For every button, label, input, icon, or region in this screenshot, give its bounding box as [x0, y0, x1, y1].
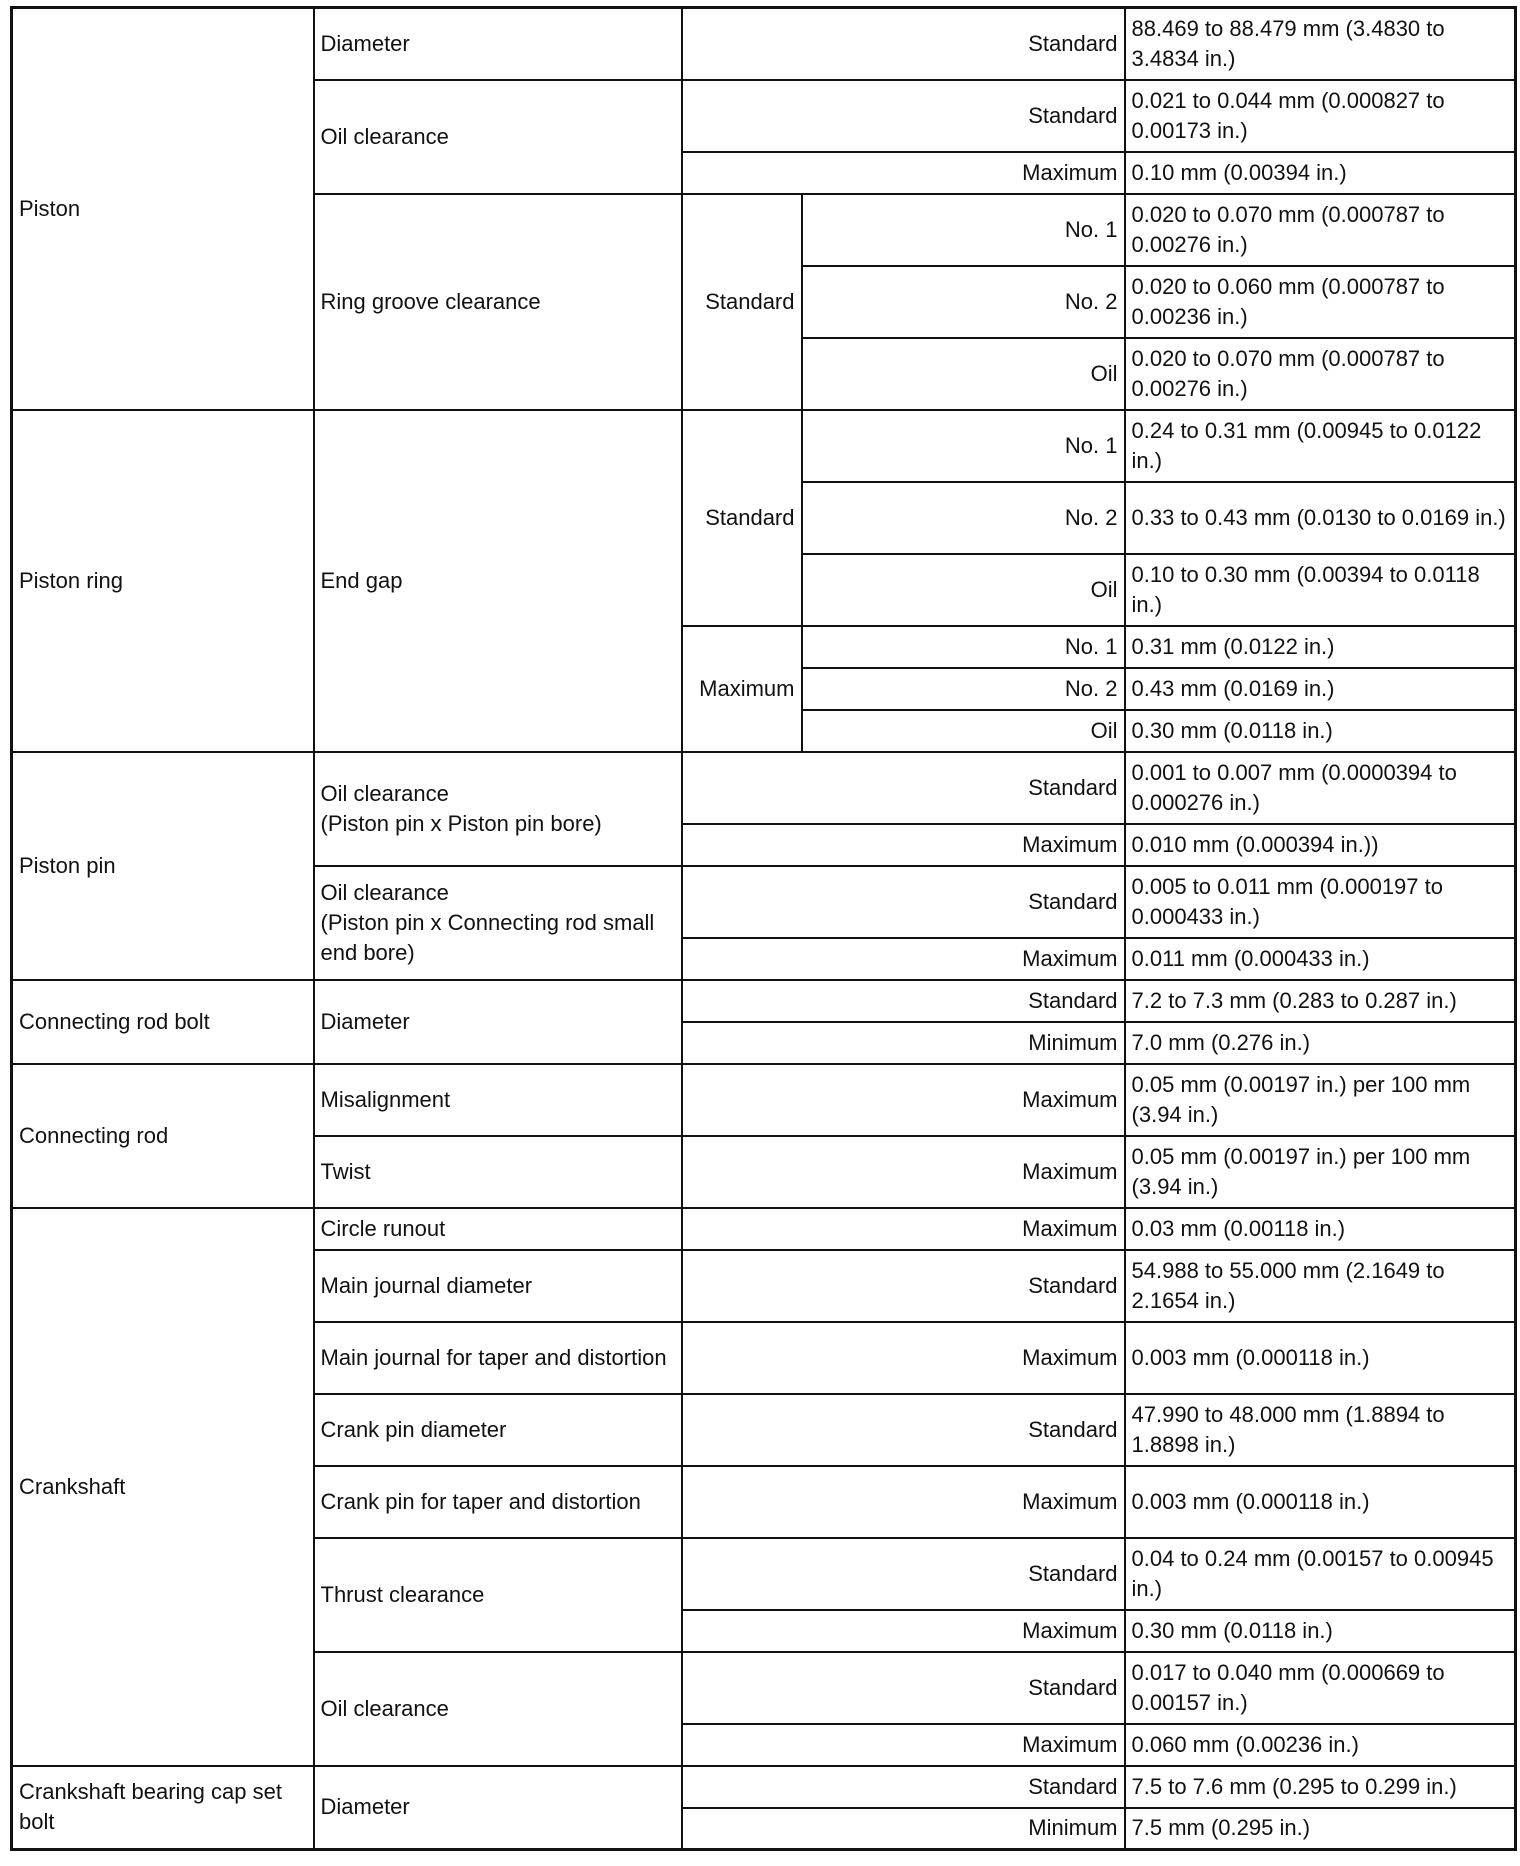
item-cell: Oil clearance (Piston pin x Connecting rod small end bore): [314, 866, 682, 980]
value-cell: 7.2 to 7.3 mm (0.283 to 0.287 in.): [1125, 980, 1516, 1022]
item-cell: Crank pin diameter: [314, 1394, 682, 1466]
subcondition-cell: No. 1: [802, 194, 1125, 266]
value-cell: 0.05 mm (0.00197 in.) per 100 mm (3.94 in.): [1125, 1064, 1516, 1136]
condition-cell: Standard: [682, 1652, 1125, 1724]
condition-cell: Standard: [682, 752, 1125, 824]
condition-cell: Minimum: [682, 1022, 1125, 1064]
condition-cell: Maximum: [682, 152, 1125, 194]
condition-cell: Maximum: [682, 1724, 1125, 1766]
subcondition-cell: No. 1: [802, 410, 1125, 482]
subcondition-cell: No. 2: [802, 668, 1125, 710]
value-cell: 0.43 mm (0.0169 in.): [1125, 668, 1516, 710]
item-cell: Twist: [314, 1136, 682, 1208]
condition-cell: Standard: [682, 80, 1125, 152]
group-cell: Crankshaft: [12, 1208, 314, 1766]
item-cell: Oil clearance: [314, 80, 682, 194]
condition-cell: Standard: [682, 410, 802, 626]
value-cell: 0.30 mm (0.0118 in.): [1125, 1610, 1516, 1652]
specification-table: [10, 6, 1517, 1851]
subcondition-cell: Oil: [802, 554, 1125, 626]
value-cell: 7.0 mm (0.276 in.): [1125, 1022, 1516, 1064]
condition-cell: Standard: [682, 1250, 1125, 1322]
value-cell: 0.011 mm (0.000433 in.): [1125, 938, 1516, 980]
value-cell: 0.05 mm (0.00197 in.) per 100 mm (3.94 in.): [1125, 1136, 1516, 1208]
value-cell: 0.003 mm (0.000118 in.): [1125, 1466, 1516, 1538]
item-cell: Ring groove clearance: [314, 194, 682, 410]
item-cell: Main journal for taper and distortion: [314, 1322, 682, 1394]
group-cell: Connecting rod bolt: [12, 980, 314, 1064]
value-cell: 47.990 to 48.000 mm (1.8894 to 1.8898 in.): [1125, 1394, 1516, 1466]
value-cell: 0.005 to 0.011 mm (0.000197 to 0.000433 in.): [1125, 866, 1516, 938]
item-cell: Crank pin for taper and distortion: [314, 1466, 682, 1538]
group-cell: Piston pin: [12, 752, 314, 980]
value-cell: 88.469 to 88.479 mm (3.4830 to 3.4834 in.): [1125, 8, 1516, 80]
condition-cell: Maximum: [682, 1322, 1125, 1394]
table-row: [12, 8, 1516, 80]
table-row: [12, 1208, 1516, 1250]
group-cell: Piston: [12, 8, 314, 410]
subcondition-cell: No. 2: [802, 266, 1125, 338]
group-cell: Connecting rod: [12, 1064, 314, 1208]
value-cell: 7.5 mm (0.295 in.): [1125, 1808, 1516, 1850]
item-cell: Oil clearance: [314, 1652, 682, 1766]
condition-cell: Standard: [682, 866, 1125, 938]
group-cell: Crankshaft bearing cap set bolt: [12, 1766, 314, 1850]
value-cell: 0.001 to 0.007 mm (0.0000394 to 0.000276 in.): [1125, 752, 1516, 824]
item-cell: Diameter: [314, 8, 682, 80]
condition-cell: Maximum: [682, 938, 1125, 980]
value-cell: 0.04 to 0.24 mm (0.00157 to 0.00945 in.): [1125, 1538, 1516, 1610]
subcondition-cell: Oil: [802, 338, 1125, 410]
condition-cell: Standard: [682, 1766, 1125, 1808]
value-cell: 0.010 mm (0.000394 in.)): [1125, 824, 1516, 866]
item-cell: Diameter: [314, 980, 682, 1064]
condition-cell: Maximum: [682, 1064, 1125, 1136]
item-cell: Main journal diameter: [314, 1250, 682, 1322]
condition-cell: Maximum: [682, 1610, 1125, 1652]
subcondition-cell: No. 1: [802, 626, 1125, 668]
value-cell: 0.10 mm (0.00394 in.): [1125, 152, 1516, 194]
value-cell: 0.021 to 0.044 mm (0.000827 to 0.00173 in.): [1125, 80, 1516, 152]
value-cell: 0.10 to 0.30 mm (0.00394 to 0.0118 in.): [1125, 554, 1516, 626]
table-row: [12, 1766, 1516, 1808]
condition-cell: Standard: [682, 1538, 1125, 1610]
group-cell: Piston ring: [12, 410, 314, 752]
value-cell: 0.003 mm (0.000118 in.): [1125, 1322, 1516, 1394]
condition-cell: Standard: [682, 1394, 1125, 1466]
value-cell: 0.24 to 0.31 mm (0.00945 to 0.0122 in.): [1125, 410, 1516, 482]
value-cell: 7.5 to 7.6 mm (0.295 to 0.299 in.): [1125, 1766, 1516, 1808]
value-cell: 0.017 to 0.040 mm (0.000669 to 0.00157 in.): [1125, 1652, 1516, 1724]
value-cell: 0.020 to 0.060 mm (0.000787 to 0.00236 in.): [1125, 266, 1516, 338]
table-row: [12, 980, 1516, 1022]
value-cell: 0.020 to 0.070 mm (0.000787 to 0.00276 in.): [1125, 194, 1516, 266]
condition-cell: Maximum: [682, 626, 802, 752]
condition-cell: Standard: [682, 980, 1125, 1022]
value-cell: 54.988 to 55.000 mm (2.1649 to 2.1654 in.): [1125, 1250, 1516, 1322]
item-cell: Oil clearance (Piston pin x Piston pin bore): [314, 752, 682, 866]
value-cell: 0.31 mm (0.0122 in.): [1125, 626, 1516, 668]
value-cell: 0.30 mm (0.0118 in.): [1125, 710, 1516, 752]
value-cell: 0.33 to 0.43 mm (0.0130 to 0.0169 in.): [1125, 482, 1516, 554]
subcondition-cell: Oil: [802, 710, 1125, 752]
condition-cell: Maximum: [682, 1208, 1125, 1250]
subcondition-cell: No. 2: [802, 482, 1125, 554]
table-row: [12, 410, 1516, 482]
item-cell: End gap: [314, 410, 682, 752]
condition-cell: Minimum: [682, 1808, 1125, 1850]
value-cell: 0.03 mm (0.00118 in.): [1125, 1208, 1516, 1250]
table-row: [12, 752, 1516, 824]
item-cell: Circle runout: [314, 1208, 682, 1250]
item-cell: Misalignment: [314, 1064, 682, 1136]
condition-cell: Standard: [682, 194, 802, 410]
item-cell: Diameter: [314, 1766, 682, 1850]
condition-cell: Maximum: [682, 1136, 1125, 1208]
table-row: [12, 1064, 1516, 1136]
condition-cell: Maximum: [682, 1466, 1125, 1538]
condition-cell: Maximum: [682, 824, 1125, 866]
value-cell: 0.020 to 0.070 mm (0.000787 to 0.00276 in.): [1125, 338, 1516, 410]
value-cell: 0.060 mm (0.00236 in.): [1125, 1724, 1516, 1766]
condition-cell: Standard: [682, 8, 1125, 80]
item-cell: Thrust clearance: [314, 1538, 682, 1652]
